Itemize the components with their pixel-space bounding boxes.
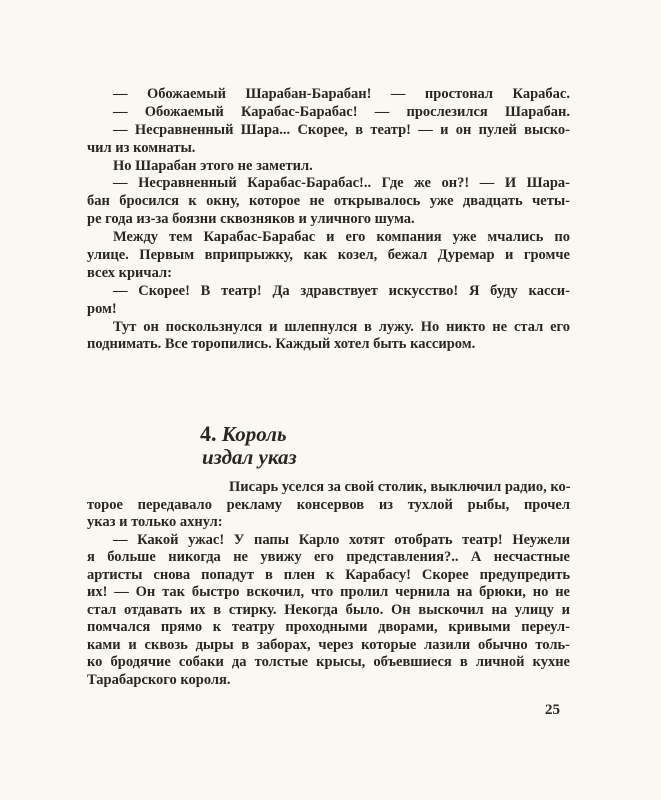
text-line: — Несравненный Шара... Скорее, в театр! — и он пулей выско- (113, 121, 570, 138)
chapter-title-line-1: Король (221, 422, 287, 446)
text-line: их! — Он так быстро вскочил, что пролил чернила на брюки, но не (87, 584, 570, 600)
text-line: Тут он поскользнулся и шлепнулся в лужу. Но никто не стал его (113, 318, 570, 335)
text-line: поднимать. Все торопились. Каждый хотел быть кассиром. (87, 336, 476, 353)
text-line: Но Шарабан этого не заметил. (113, 157, 313, 174)
text-line: ко бродячие собаки да толстые крысы, объевшиеся в личной кухне (87, 654, 570, 670)
text-line: торое передавало рекламу консервов из тухлой рыбы, прочел (87, 496, 570, 513)
text-line: артисты снова попадут в плен к Карабасу! Скорее предупредить (87, 566, 570, 583)
text-line: Тарабарского короля. (87, 671, 231, 688)
text-line: ками и сквозь дыры в заборах, через которые лазили обычно толь- (87, 636, 570, 653)
chapter-number: 4. (200, 421, 217, 446)
text-line: бан бросился к окну, которое не открывалось уже двадцать четы- (87, 193, 570, 210)
text-line: — Несравненный Карабас-Барабас!.. Где же он?! — И Шара- (113, 175, 570, 192)
text-line: чил из комнаты. (87, 139, 196, 156)
text-line: помчался прямо к театру проходными дворами, кривыми переул- (87, 619, 570, 635)
text-line: улице. Первым вприпрыжку, как козел, бежал Дуремар и громче (87, 247, 570, 264)
chapter-heading (200, 422, 297, 469)
text-line: стал отдавать их в стирку. Некогда было. Он выскочил на улицу и (87, 601, 570, 618)
text-line: Между тем Карабас-Барабас и его компания уже мчались по (113, 229, 570, 246)
text-line: ре года из-за боязни сквозняков и уличного шума. (87, 211, 415, 228)
text-line: Писарь уселся за свой столик, выключил радио, ко- (229, 479, 571, 495)
text-line: — Какой ужас! У папы Карло хотят отобрать театр! Неужели (113, 531, 570, 548)
text-line: всех кричал: (87, 264, 172, 281)
text-line: я больше никогда не увижу его представления?.. А несчастные (87, 549, 570, 565)
text-line: — Обожаемый Шарабан-Барабан! — простонал Карабас. (113, 86, 570, 102)
text-line: — Обожаемый Карабас-Барабас! — прослезился Шарабан. (113, 103, 570, 120)
text-line: ром! (87, 300, 117, 317)
text-line: — Скорее! В театр! Да здравствует искусство! Я буду касси- (113, 282, 570, 299)
text-block-1 (87, 86, 570, 354)
text-line: указ и только ахнул: (87, 514, 223, 530)
page-number: 25 (545, 702, 560, 718)
chapter-title-line-2: издал указ (202, 445, 297, 469)
text-block-2 (87, 479, 570, 689)
